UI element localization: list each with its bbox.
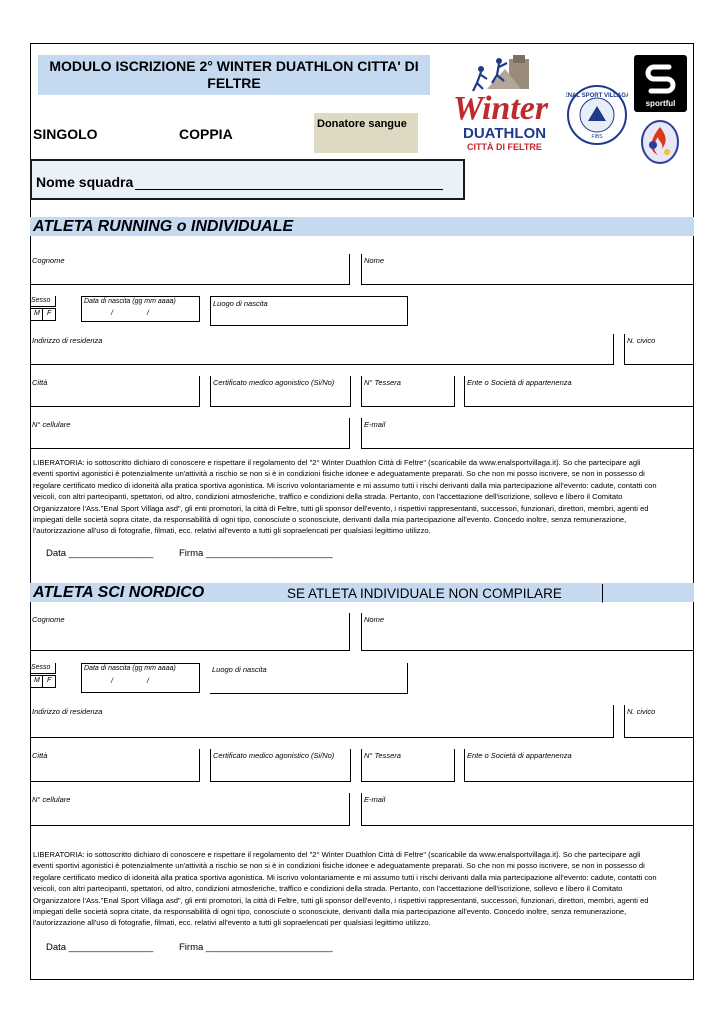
s2-cognome-label: Cognome [32,615,65,624]
s1-cellulare-field[interactable] [30,418,350,449]
section1-title: ATLETA RUNNING o INDIVIDUALE [33,218,294,235]
s1-f-label: F [47,310,52,317]
s1-date-slash: / [147,310,149,317]
s2-tessera-label: N° Tessera [364,751,401,760]
s1-cellulare-label: N° cellulare [32,420,71,429]
s1-nome-label: Nome [364,256,385,265]
liberatoria-line: LIBERATORIA: io sottoscritto dichiaro di conoscere e rispettare il regolamento del "2° Winter Duathlon Città di Feltre" (scaricabile da www.enalsportvillaga.it). So che partecipare agli [33,458,641,467]
enal-sport-villaga-logo [566,84,628,146]
fibs-text: FIBS [591,134,603,140]
s2-city-field[interactable] [30,749,200,782]
s2-birthplace-label: Luogo di nascita [212,665,267,674]
s1-liberatoria-text [33,457,689,537]
s1-birthdate-field[interactable] [81,296,200,322]
s1-civico-label: N. civico [627,336,656,345]
s2-date-slash: / [147,678,149,685]
liberatoria-line: regolare certificato medico di idoneità alla pratica sportiva agonistica. Mi iscrivo volontariamente e mi assumo tutti i rischi derivanti dalla mia partecipazione all'evento: cadute, contatti con [33,480,657,490]
s2-nome-field[interactable] [361,613,694,651]
s1-address-field[interactable] [30,334,614,365]
s1-sesso-label: Sesso [31,297,51,304]
enal-text: ENAL SPORT VILLAGA [566,93,628,99]
s2-cellulare-label: N° cellulare [32,795,71,804]
s1-email-field[interactable] [361,418,694,449]
section2-title: ATLETA SCI NORDICO [33,584,205,601]
s2-certificate-field[interactable] [210,749,351,782]
duathlon-word: DUATHLON [463,125,547,142]
s2-firma-signature-line[interactable]: Firma ________________________ [179,942,333,953]
s2-ente-field[interactable] [464,749,694,782]
liberatoria-line: l'autorizzazione all'uso di fotografie, filmati, ecc. relativi all'evento a tutti gli sopraelencati per qualsiasi legittimo utilizzo. [33,526,431,536]
s2-address-label: Indirizzo di residenza [32,707,103,716]
liberatoria-line: eventi sportivi agonistici è potenzialmente un'attività a rischio se non si è in condizioni fisiche idonee e adeguatamente preparati. So che non mi posso iscrivere, se non in possesso di [33,469,645,479]
s2-email-field[interactable] [361,793,694,826]
donatore-sangue-box[interactable]: Donatore sangue [314,113,418,153]
s2-sex-f-checkbox[interactable] [43,675,56,688]
section2-note: SE ATLETA INDIVIDUALE NON COMPILARE [287,586,562,601]
s1-ente-field[interactable] [464,376,694,407]
sportful-text: sportful [645,99,676,108]
coppia-option[interactable]: COPPIA [179,126,233,142]
winter-word: Winter [453,90,549,127]
liberatoria-line: LIBERATORIA: io sottoscritto dichiaro di conoscere e rispettare il regolamento del "2° Winter Duathlon Città di Feltre" (scaricabile da www.enalsportvillaga.it). So che partecipare agli [33,850,641,859]
liberatoria-line: Organizzatore l'Ass."Enal Sport Villaga asd", gli enti promotori, la città di Feltre, tutti gli sponsor dell'evento, i rispettivi rappresentanti, successori, funzionari, direttori, membri, agenti ed [33,895,649,905]
s1-ente-label: Ente o Società di appartenenza [467,378,572,387]
winter-duathlon-logo [447,55,562,153]
singolo-option[interactable]: SINGOLO [33,126,98,142]
liberatoria-line: veicoli, con altri partecipanti, spettatori, od altro, condizioni atmosferiche, traffico e condizioni della strada. Pertanto, con l'accettazione dell'iscrizione, sollevo e libero il Comitato [33,884,623,894]
fire-emblem-logo [640,119,680,165]
liberatoria-line: eventi sportivi agonistici è potenzialmente un'attività a rischio se non si è in condizioni fisiche idonee e adeguatamente preparati. So che non mi posso iscrivere, se non in possesso di [33,861,645,871]
liberatoria-line: impiegati delle società sopra citate, da responsabilità di ogni tipo, conosciute o sconosciute, derivanti dalla mia partecipazione all'evento. Concedo inoltre, senza remunerazione, [33,515,627,525]
s2-birthdate-label: Data di nascita (gg mm aaaa) [84,665,176,672]
liberatoria-line: regolare certificato medico di idoneità alla pratica sportiva agonistica. Mi iscrivo volontariamente e mi assumo tutti i rischi derivanti dalla mia partecipazione all'evento: cadute, contatti con [33,872,657,882]
s1-birthdate-label: Data di nascita (gg mm aaaa) [84,298,176,305]
s1-cognome-field[interactable] [30,254,350,285]
s1-sesso-box [30,296,56,307]
s2-city-label: Città [32,751,48,760]
s1-certificate-label: Certificato medico agonistico (Si/No) [213,378,335,387]
s1-address-label: Indirizzo di residenza [32,336,103,345]
citta-word: CITTÀ DI FELTRE [467,142,542,152]
form-title: MODULO ISCRIZIONE 2° WINTER DUATHLON CITTA' DI FELTRE [38,55,430,95]
sportful-logo [634,55,687,112]
s2-cognome-field[interactable] [30,613,350,651]
s1-email-label: E-mail [364,420,386,429]
s2-m-label: M [34,677,40,684]
s1-cognome-label: Cognome [32,256,65,265]
s2-email-label: E-mail [364,795,386,804]
liberatoria-line: l'autorizzazione all'uso di fotografie, filmati, ecc. relativi all'evento a tutti gli sopraelencati per qualsiasi legittimo utilizzo. [33,918,431,928]
s1-sex-m-checkbox[interactable] [30,308,43,321]
s1-tessera-label: N° Tessera [364,378,401,387]
s2-date-signature-line[interactable]: Data ________________ [46,942,154,953]
s1-civico-field[interactable] [624,334,694,365]
s1-certificate-field[interactable] [210,376,351,407]
s1-nome-field[interactable] [361,254,694,285]
s1-date-signature-line[interactable]: Data ________________ [46,548,154,559]
s2-civico-field[interactable] [624,705,694,738]
s2-birthplace-field[interactable] [210,663,408,694]
s2-nome-label: Nome [364,615,385,624]
s1-birthplace-label: Luogo di nascita [213,299,268,308]
s2-certificate-label: Certificato medico agonistico (Si/No) [213,751,335,760]
s1-city-label: Città [32,378,48,387]
team-name-box [30,159,465,200]
team-name-input[interactable] [135,189,443,190]
s1-birthplace-field[interactable] [210,296,408,326]
s2-address-field[interactable] [30,705,614,738]
liberatoria-line: impiegati delle società sopra citate, da responsabilità di ogni tipo, conosciute o sconosciute, derivanti dalla mia partecipazione all'evento. Concedo inoltre, senza remunerazione, [33,907,627,917]
s2-liberatoria-text [33,849,689,929]
s2-cellulare-field[interactable] [30,793,350,826]
s1-city-field[interactable] [30,376,200,407]
s1-tessera-field[interactable] [361,376,455,407]
s1-firma-signature-line[interactable]: Firma ________________________ [179,548,333,559]
s1-sex-f-checkbox[interactable] [43,308,56,321]
s2-f-label: F [47,677,52,684]
liberatoria-line: veicoli, con altri partecipanti, spettatori, od altro, condizioni atmosferiche, traffico e condizioni della strada. Pertanto, con l'accettazione dell'iscrizione, sollevo e libero il Comitato [33,492,623,502]
liberatoria-line: Organizzatore l'Ass."Enal Sport Villaga asd", gli enti promotori, la città di Feltre, tutti gli sponsor dell'evento, i rispettivi rappresentanti, successori, funzionari, direttori, membri, agenti ed [33,503,649,513]
s1-m-label: M [34,310,40,317]
team-name-label: Nome squadra [36,174,134,190]
s2-civico-label: N. civico [627,707,656,716]
s2-sesso-label: Sesso [31,664,51,671]
s2-ente-label: Ente o Società di appartenenza [467,751,572,760]
s1-date-slash: / [111,310,113,317]
s2-sex-m-checkbox[interactable] [30,675,43,688]
s2-birthdate-field[interactable] [81,663,200,693]
s2-tessera-field[interactable] [361,749,455,782]
s2-sesso-box [30,663,56,674]
s2-date-slash: / [111,678,113,685]
